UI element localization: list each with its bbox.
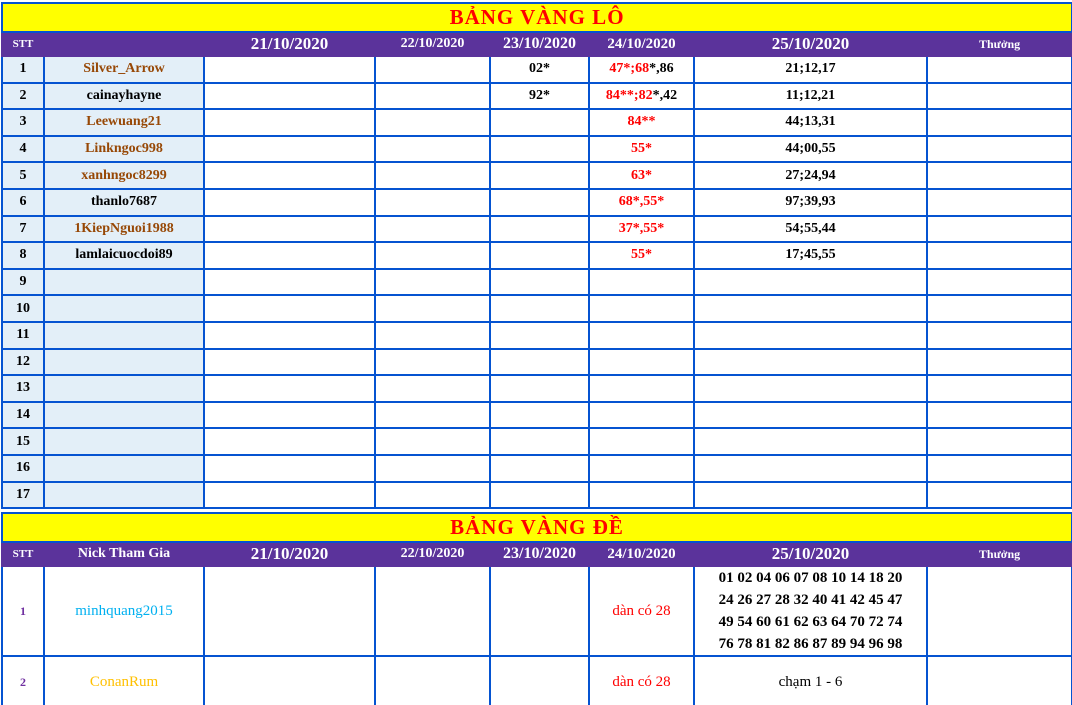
cell-d21 (204, 402, 375, 429)
cell-d22 (375, 109, 490, 136)
cell-d22 (375, 162, 490, 189)
cell-stt: 1 (2, 566, 44, 656)
cell-d22 (375, 566, 490, 656)
nick-text: Silver_Arrow (83, 61, 165, 77)
bang-vang-de-table (1, 512, 1072, 705)
cell-d23 (490, 162, 589, 189)
header-stt: STT (2, 32, 44, 56)
d24-red-part: 47*;68 (609, 61, 650, 77)
cell-d24 (589, 482, 694, 509)
cell-d23 (490, 349, 589, 376)
cell-d23 (490, 482, 589, 509)
header-reward: Thưởng (927, 32, 1072, 56)
cell-d24: dàn có 28 (589, 656, 694, 705)
cell-d25: 97;39,93 (694, 189, 927, 216)
table-row (2, 455, 1072, 482)
cell-reward (927, 402, 1072, 429)
cell-d24 (589, 189, 694, 216)
header-date-25: 25/10/2020 (694, 542, 927, 566)
cell-d24 (589, 322, 694, 349)
d24-black-part: *,86 (649, 61, 674, 77)
cell-d22 (375, 428, 490, 455)
nick-text: ConanRum (89, 674, 159, 691)
cell-d25 (694, 482, 927, 509)
cell-d23 (490, 189, 589, 216)
number-grid-line: 01 02 04 06 07 08 10 14 18 20 (718, 570, 903, 587)
cell-stt: 9 (2, 269, 44, 296)
table-row (2, 269, 1072, 296)
number-grid-line: 24 26 27 28 32 40 41 42 45 47 (718, 592, 903, 609)
cell-d25 (694, 455, 927, 482)
cell-d23 (490, 455, 589, 482)
cell-d21 (204, 566, 375, 656)
cell-d25 (694, 402, 927, 429)
cell-d25 (694, 295, 927, 322)
cell-d22 (375, 402, 490, 429)
number-grid-line: 76 78 81 82 86 87 89 94 96 98 (718, 636, 903, 653)
cell-reward (927, 295, 1072, 322)
table-row (2, 349, 1072, 376)
cell-stt: 1 (2, 56, 44, 83)
cell-nick (44, 242, 204, 269)
cell-d21 (204, 455, 375, 482)
table2-title: BẢNG VÀNG ĐỀ (2, 513, 1072, 542)
cell-stt: 4 (2, 136, 44, 163)
header-date-23: 23/10/2020 (490, 542, 589, 566)
table-row (2, 242, 1072, 269)
cell-d22 (375, 216, 490, 243)
nick-text: xanhngoc8299 (81, 167, 167, 183)
cell-d24 (589, 349, 694, 376)
cell-d21 (204, 428, 375, 455)
cell-d25: chạm 1 - 6 (694, 656, 927, 705)
table1-title: BẢNG VÀNG LÔ (2, 3, 1072, 32)
cell-d22 (375, 322, 490, 349)
table1-title-row (2, 3, 1072, 32)
table1-header-row (2, 32, 1072, 56)
cell-nick (44, 402, 204, 429)
cell-d22 (375, 482, 490, 509)
cell-nick (44, 83, 204, 110)
cell-d23 (490, 136, 589, 163)
cell-reward (927, 269, 1072, 296)
cell-d22 (375, 136, 490, 163)
cell-d23 (490, 402, 589, 429)
table-row (2, 295, 1072, 322)
table-row (2, 482, 1072, 509)
header-date-23: 23/10/2020 (490, 32, 589, 56)
cell-d23 (490, 109, 589, 136)
d24-red-part: 84** (627, 114, 656, 130)
table-row (2, 109, 1072, 136)
cell-d21 (204, 375, 375, 402)
cell-d21 (204, 482, 375, 509)
number-grid-line: 49 54 60 61 62 63 64 70 72 74 (718, 614, 903, 631)
cell-stt: 2 (2, 83, 44, 110)
cell-d21 (204, 322, 375, 349)
cell-nick (44, 295, 204, 322)
cell-d23 (490, 242, 589, 269)
cell-d21 (204, 56, 375, 83)
cell-d25 (694, 322, 927, 349)
table-row (2, 322, 1072, 349)
cell-d21 (204, 349, 375, 376)
d24-red-part: 55* (631, 141, 652, 157)
cell-nick (44, 482, 204, 509)
cell-d24 (589, 375, 694, 402)
cell-d21 (204, 189, 375, 216)
cell-d23: 92* (490, 83, 589, 110)
cell-d25 (694, 375, 927, 402)
header-stt: STT (2, 542, 44, 566)
cell-nick (44, 136, 204, 163)
cell-d22 (375, 242, 490, 269)
cell-nick (44, 162, 204, 189)
cell-d23 (490, 216, 589, 243)
cell-d24 (589, 136, 694, 163)
table-row (2, 56, 1072, 83)
cell-nick (44, 656, 204, 705)
cell-d21 (204, 269, 375, 296)
cell-d21 (204, 242, 375, 269)
cell-d24 (589, 56, 694, 83)
cell-reward (927, 83, 1072, 110)
cell-reward (927, 189, 1072, 216)
header-date-25: 25/10/2020 (694, 32, 927, 56)
cell-d21 (204, 162, 375, 189)
cell-reward (927, 375, 1072, 402)
nick-text: cainayhayne (86, 87, 162, 103)
header-date-22: 22/10/2020 (375, 542, 490, 566)
cell-d21 (204, 109, 375, 136)
cell-d24 (589, 109, 694, 136)
cell-d22 (375, 349, 490, 376)
cell-d24 (589, 269, 694, 296)
table-row (2, 566, 1072, 656)
cell-d25 (694, 349, 927, 376)
cell-reward (927, 109, 1072, 136)
table-row (2, 216, 1072, 243)
cell-d25 (694, 269, 927, 296)
cell-reward (927, 162, 1072, 189)
nick-text: thanlo7687 (90, 194, 158, 210)
cell-d25: 27;24,94 (694, 162, 927, 189)
d24-red-part: 55* (631, 247, 652, 263)
cell-stt: 15 (2, 428, 44, 455)
cell-stt: 8 (2, 242, 44, 269)
cell-d22 (375, 83, 490, 110)
cell-d23 (490, 656, 589, 705)
cell-stt: 7 (2, 216, 44, 243)
cell-d24: dàn có 28 (589, 566, 694, 656)
header-date-24: 24/10/2020 (589, 542, 694, 566)
cell-d22 (375, 455, 490, 482)
cell-stt: 11 (2, 322, 44, 349)
header-nick-tham-gia: Nick Tham Gia (44, 542, 204, 566)
cell-stt: 17 (2, 482, 44, 509)
cell-d25: 44;13,31 (694, 109, 927, 136)
cell-d23: 02* (490, 56, 589, 83)
cell-d23 (490, 295, 589, 322)
cell-stt: 2 (2, 656, 44, 705)
cell-d22 (375, 375, 490, 402)
header-nick (44, 32, 204, 56)
cell-d25: 21;12,17 (694, 56, 927, 83)
cell-reward (927, 56, 1072, 83)
table-row (2, 162, 1072, 189)
cell-stt: 12 (2, 349, 44, 376)
table-row (2, 428, 1072, 455)
cell-d25: 44;00,55 (694, 136, 927, 163)
cell-d23 (490, 566, 589, 656)
cell-nick (44, 189, 204, 216)
cell-d21 (204, 216, 375, 243)
cell-stt: 5 (2, 162, 44, 189)
cell-d22 (375, 295, 490, 322)
cell-reward (927, 455, 1072, 482)
cell-d24 (589, 428, 694, 455)
cell-reward (927, 242, 1072, 269)
cell-d22 (375, 656, 490, 705)
cell-d24 (589, 295, 694, 322)
cell-d25 (694, 428, 927, 455)
cell-d25-number-grid (694, 566, 927, 656)
table-row (2, 375, 1072, 402)
cell-d23 (490, 375, 589, 402)
nick-text: Leewuang21 (86, 114, 162, 130)
cell-nick (44, 269, 204, 296)
cell-d22 (375, 56, 490, 83)
cell-d21 (204, 136, 375, 163)
cell-nick (44, 566, 204, 656)
header-date-21: 21/10/2020 (204, 32, 375, 56)
cell-d21 (204, 656, 375, 705)
cell-stt: 10 (2, 295, 44, 322)
d24-black-part: *,42 (652, 87, 678, 103)
cell-nick (44, 216, 204, 243)
cell-d25: 11;12,21 (694, 83, 927, 110)
cell-nick (44, 375, 204, 402)
cell-d23 (490, 428, 589, 455)
table-row (2, 189, 1072, 216)
cell-d23 (490, 322, 589, 349)
cell-reward (927, 656, 1072, 705)
cell-nick (44, 455, 204, 482)
cell-d21 (204, 295, 375, 322)
cell-stt: 3 (2, 109, 44, 136)
cell-stt: 6 (2, 189, 44, 216)
cell-d24 (589, 455, 694, 482)
cell-d24 (589, 162, 694, 189)
d24-red-part: 68*,55* (618, 194, 665, 210)
cell-reward (927, 322, 1072, 349)
bang-vang-lo-table (1, 2, 1072, 509)
cell-d25: 54;55,44 (694, 216, 927, 243)
table2-title-row (2, 513, 1072, 542)
table-row (2, 402, 1072, 429)
header-date-22: 22/10/2020 (375, 32, 490, 56)
cell-reward (927, 566, 1072, 656)
nick-text: minhquang2015 (75, 602, 173, 619)
cell-nick (44, 428, 204, 455)
cell-stt: 14 (2, 402, 44, 429)
cell-reward (927, 136, 1072, 163)
cell-stt: 13 (2, 375, 44, 402)
table2-header-row (2, 542, 1072, 566)
cell-nick (44, 109, 204, 136)
nick-text: lamlaicuocdoi89 (75, 247, 173, 263)
header-date-24: 24/10/2020 (589, 32, 694, 56)
cell-reward (927, 482, 1072, 509)
d24-red-part: 84**;82 (605, 87, 653, 103)
cell-d23 (490, 269, 589, 296)
cell-d24 (589, 402, 694, 429)
d24-red-part: 63* (631, 167, 652, 183)
table-row (2, 83, 1072, 110)
table-row (2, 656, 1072, 705)
cell-stt: 16 (2, 455, 44, 482)
cell-reward (927, 216, 1072, 243)
cell-nick (44, 322, 204, 349)
d24-red-part: 37*,55* (618, 220, 665, 236)
cell-reward (927, 428, 1072, 455)
cell-d25: 17;45,55 (694, 242, 927, 269)
nick-text: Linkngoc998 (85, 141, 163, 157)
cell-nick (44, 349, 204, 376)
cell-d24 (589, 83, 694, 110)
cell-d22 (375, 269, 490, 296)
cell-d24 (589, 216, 694, 243)
header-date-21: 21/10/2020 (204, 542, 375, 566)
cell-d22 (375, 189, 490, 216)
table-row (2, 136, 1072, 163)
cell-d21 (204, 83, 375, 110)
cell-d24 (589, 242, 694, 269)
header-reward: Thưởng (927, 542, 1072, 566)
cell-reward (927, 349, 1072, 376)
cell-nick (44, 56, 204, 83)
nick-text: 1KiepNguoi1988 (74, 220, 174, 236)
